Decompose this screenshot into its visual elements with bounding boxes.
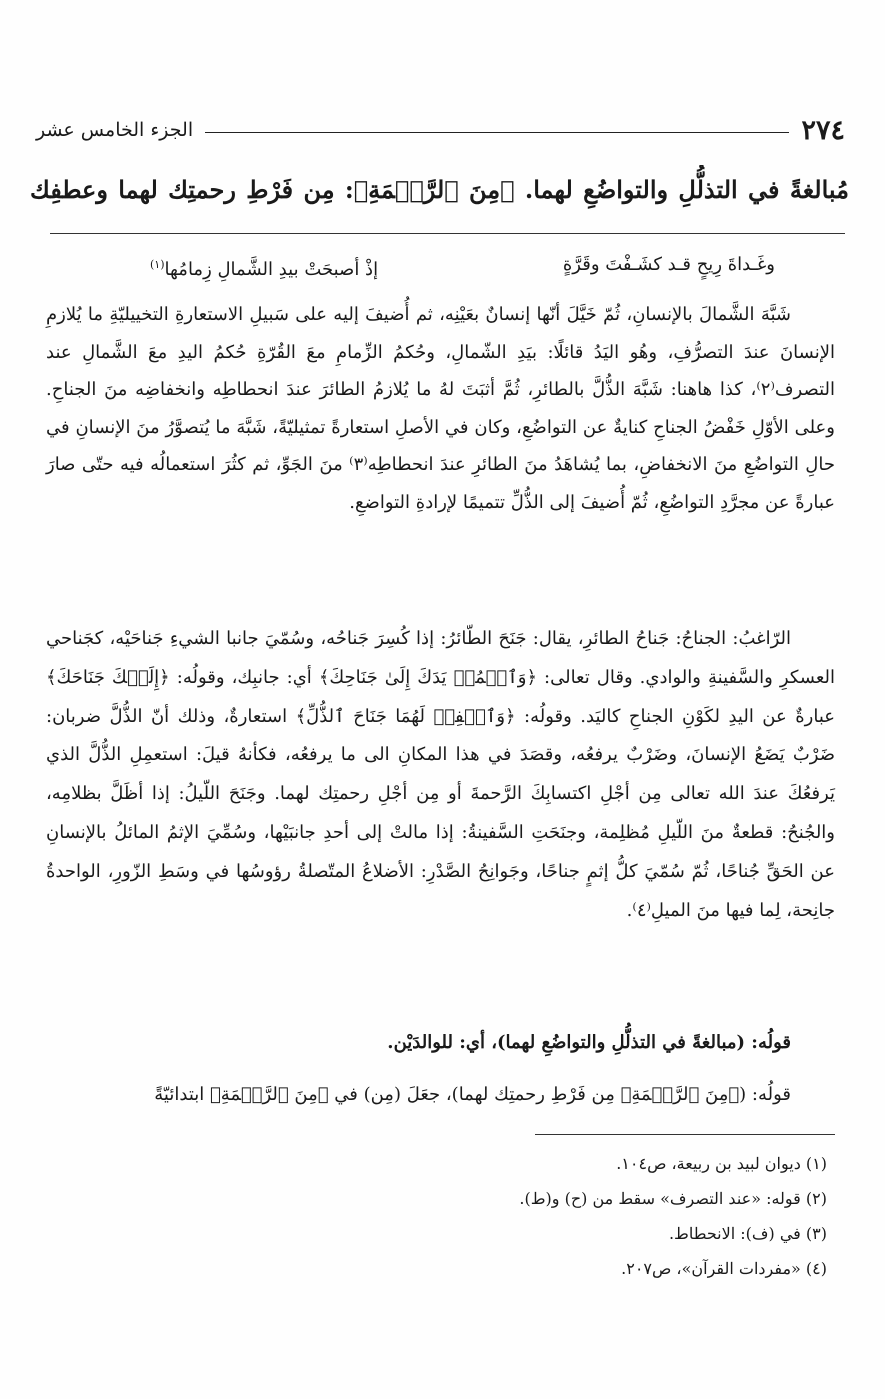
main-text-rule [50,233,845,234]
commentary-paragraph: الرّاغبُ: الجناحُ: جَناحُ الطائرِ، يقال: جَنَحَ الطّائرُ: إذا كُسِرَ جَناحُه، وسُمّيَ جانبا الشيءِ جَناحَيْه، كجَناحي العسكرِ والسَّفينةِ والوادي. وقال تعالى: ﴿وَٱضۡمُمۡ يَدَكَ إِلَىٰ جَنَاحِكَ﴾ أي: جانبِك، وقولُه: ﴿إِلَيۡكَ جَنَاحَكَ﴾ عبارةٌ عن اليدِ لكَوْنِ الجناحِ كاليَد. وقولُه: ﴿وَٱخۡفِضۡ لَهُمَا جَنَاحَ ٱلذُّلِّ﴾ استعارةٌ، وذلك أنّ الذُّلَّ ضربان: ضَرْبٌ يَضَعُ الإنسانَ، وضَرْبٌ يرفعُه، وقصَدَ في هذا المكانِ الى ما يرفعُه، فكأنهُ قيلَ: استعمِلِ الذُّلَّ الذي يَرفعُكَ عندَ الله تعالى مِن أجْلِ اكتسابِكَ الرَّحمةَ أو مِن أجْلِ رحمتِك لهما. وجَنَحَ اللّيلُ: إذا أظَلَّ بظلامِه، والجُنحُ: قطعةٌ منَ اللّيلِ مُظلِمة، وجنَحَتِ السَّفينةُ: إذا مالتْ إلى أحدِ جانبَيْها، وسُمِّيَ الإثمُ المائلُ بالإنسانِ عن الحَقِّ جُناحًا، ثُمّ سُمّيَ كلُّ إثمٍ جناحًا، وجَوانِحُ الصَّدْرِ: الأضلاعُ المتّصلةُ رؤوسُها في وسَطِ الزّورِ، الواحدةُ جانِحة، لِما فيها منَ الميلِ⁽٤⁾. [46,628,835,921]
page-number: ٢٧٤ [801,114,845,146]
footnote: (٤) «مفردات القرآن»، ص٢٠٧. [621,1259,827,1278]
footnote: (١) ديوان لبيد بن ربيعة، ص١٠٤. [616,1154,827,1173]
commentary-paragraph: شَبَّهَ الشَّمالَ بالإنسانِ، ثُمّ خَيَّلَ أنّها إنسانٌ بعَيْنِه، ثم أُضيفَ إليه على سَبيلِ الاستعارةِ التخييليّةِ ما يُلازمِ الإنسانَ عندَ التصرُّفِ، وهُو اليَدُ قائلًا: بيَدِ الشّمالِ، وحُكمُ الزِّمامِ معَ القُرّةِ حُكمُ اليدِ معَ الشَّمالِ عند التصرف⁽٢⁾، كذا هاهنا: شَبَّهَ الذُّلَّ بالطائرِ، ثُمَّ أثبَتَ لهُ ما يُلازمُ الطائرَ عندَ انحطاطِه وانخفاضِه منَ الجناحِ. وعلى الأوّلِ خَفْضُ الجناحِ كنايةٌ عن التواضُعِ، وكان في الأصلِ استعارةً تمثيليّةً، شَبَّهَ ما يُتصوَّرُ منَ الإنسانِ في حالِ التواضُعِ منَ الانخفاضِ، بما يُشاهَدُ منَ الطائرِ عندَ انحطاطِه⁽٣⁾ منَ الجَوِّ، ثم كثُرَ استعمالُه فيه حتّى صارَ عبارةً عن مجرَّدِ التواضُعِ، ثُمّ أُضيفَ إلى الذُّلِّ تتميمًا لإرادةِ التواضعِ. [46,304,835,513]
footnote: (٢) قوله: «عند التصرف» سقط من (ح) و(ط). [519,1189,827,1208]
commentary-paragraph: قولُه: (مبالغةً في التذلُّلِ والتواضُعِ لهما)، أي: للوالدَيْن. [387,1032,791,1053]
verse-second-hemistich [150,245,378,290]
footnote-ref: (١) [150,258,165,271]
verse-first-hemistich: وغَـداةَ رِيحٍ قـد كشَـفْتَ وقَرَّةٍ [562,254,775,275]
footnotes [100,1146,827,1286]
commentary-paragraph: قولُه: (﴿مِنَ ٱلرَّحۡمَةِ﴾ مِن فَرْطِ رحمتِك لهما)، جعَلَ (مِن) في ﴿مِنَ ٱلرَّحۡمَةِ﴾ ابتدائيّةً [154,1084,791,1105]
running-head: الجزء الخامس عشر [36,119,194,141]
footnote-rule [535,1134,835,1135]
header-rule [205,132,789,133]
footnote: (٣) في (ف): الانحطاط. [668,1224,827,1243]
page-header [36,112,845,148]
verse-second-hemistich-text: إذْ أصبحَتْ بيدِ الشَّمالِ زِمامُها [164,259,379,280]
poetry-verse [150,245,775,290]
main-text: مُبالغةً في التذلُّلِ والتواضُعِ لهما. ﴿مِنَ ٱلرَّحۡمَةِ﴾: مِن فَرْطِ رحمتِك لهما وعطفِك [30,175,849,204]
